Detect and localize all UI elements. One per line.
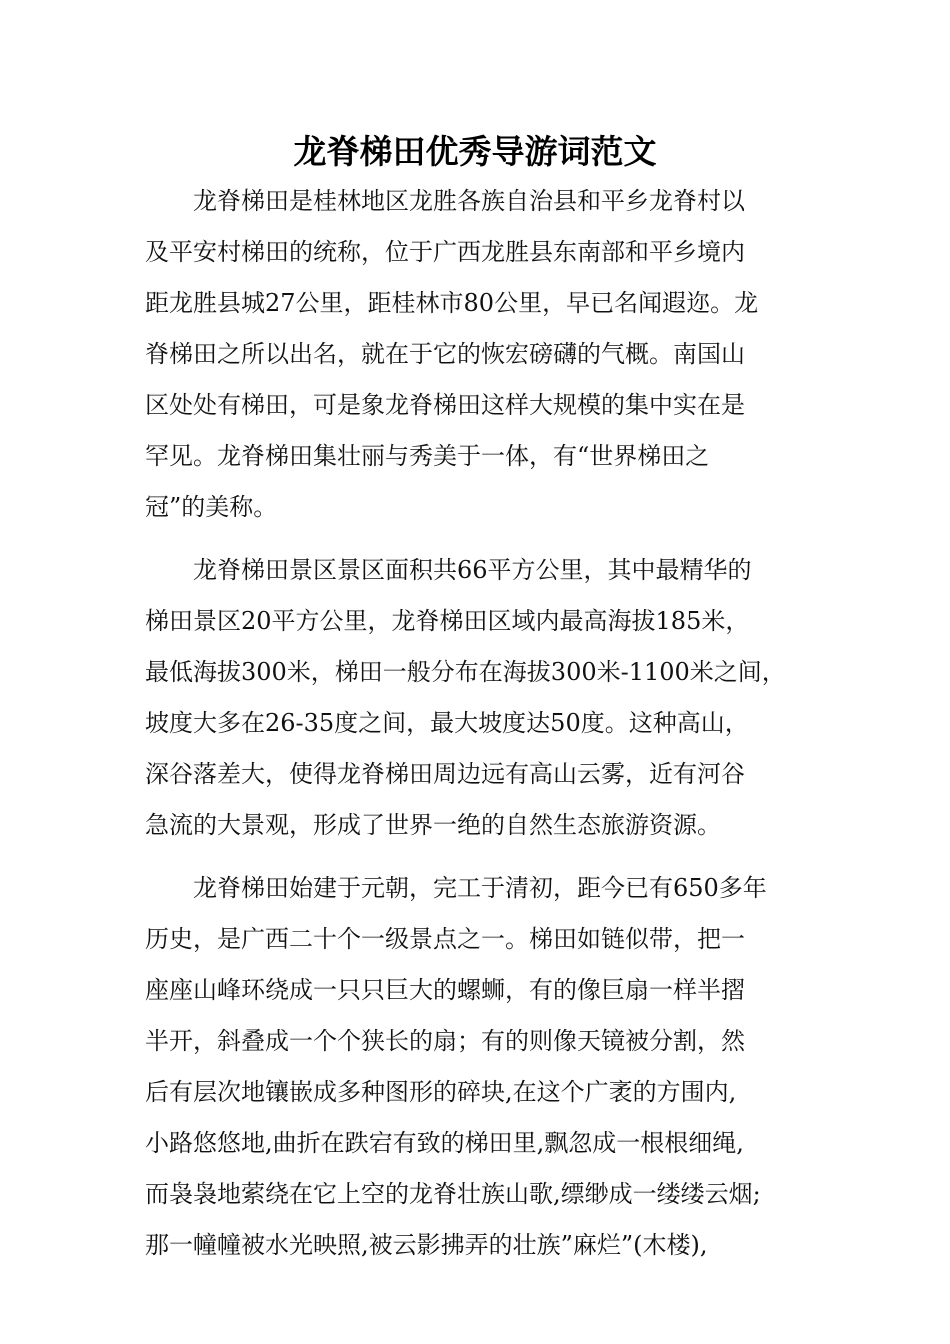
paragraph-2 <box>145 545 825 851</box>
text-line: 深谷落差大，使得龙脊梯田周边远有高山云雾，近有河谷 <box>145 760 745 788</box>
text-line: 梯田景区20平方公里，龙脊梯田区域内最高海拔185米， <box>145 607 750 635</box>
text-line: 距龙胜县城27公里，距桂林市80公里，早已名闻遐迩。龙 <box>145 289 759 317</box>
paragraph-3 <box>145 863 825 1271</box>
text-line: 坡度大多在26-35度之间，最大坡度达50度。这种高山， <box>145 709 749 737</box>
text-line: 历史，是广西二十个一级景点之一。梯田如链似带，把一 <box>145 925 745 953</box>
text-line: 而袅袅地萦绕在它上空的龙脊壮族山歌,缥缈成一缕缕云烟; <box>145 1180 761 1208</box>
text-line: 冠”的美称。 <box>145 493 278 521</box>
text-line: 龙脊梯田始建于元朝，完工于清初，距今已有650多年 <box>145 874 767 902</box>
text-line: 区处处有梯田，可是象龙脊梯田这样大规模的集中实在是 <box>145 391 745 419</box>
paragraph-spacer <box>145 851 825 863</box>
text-line: 龙脊梯田是桂林地区龙胜各族自治县和平乡龙脊村以 <box>145 187 745 215</box>
text-line: 脊梯田之所以出名，就在于它的恢宏磅礴的气概。南国山 <box>145 340 745 368</box>
text-line: 半开，斜叠成一个个狭长的扇；有的则像天镜被分割，然 <box>145 1027 745 1055</box>
paragraph-1 <box>145 176 825 533</box>
paragraph-spacer <box>145 533 825 545</box>
text-line: 后有层次地镶嵌成多种图形的碎块,在这个广袤的方围内, <box>145 1078 737 1106</box>
text-line: 座座山峰环绕成一只只巨大的螺蛳，有的像巨扇一样半摺 <box>145 976 745 1004</box>
text-line: 龙脊梯田景区景区面积共66平方公里，其中最精华的 <box>145 556 752 584</box>
document-body <box>145 176 825 1271</box>
text-line: 那一幢幢被水光映照,被云影拂弄的壮族”麻烂”(木楼), <box>145 1231 708 1259</box>
text-line: 罕见。龙脊梯田集壮丽与秀美于一体，有“世界梯田之 <box>145 442 710 470</box>
text-line: 小路悠悠地,曲折在跌宕有致的梯田里,飘忽成一根根细绳, <box>145 1129 744 1157</box>
document-title: 龙脊梯田优秀导游词范文 <box>293 132 657 171</box>
text-line: 最低海拔300米，梯田一般分布在海拔300米-1100米之间， <box>145 658 786 686</box>
text-line: 及平安村梯田的统称，位于广西龙胜县东南部和平乡境内 <box>145 238 745 266</box>
text-line: 急流的大景观，形成了世界一绝的自然生态旅游资源。 <box>145 811 721 839</box>
